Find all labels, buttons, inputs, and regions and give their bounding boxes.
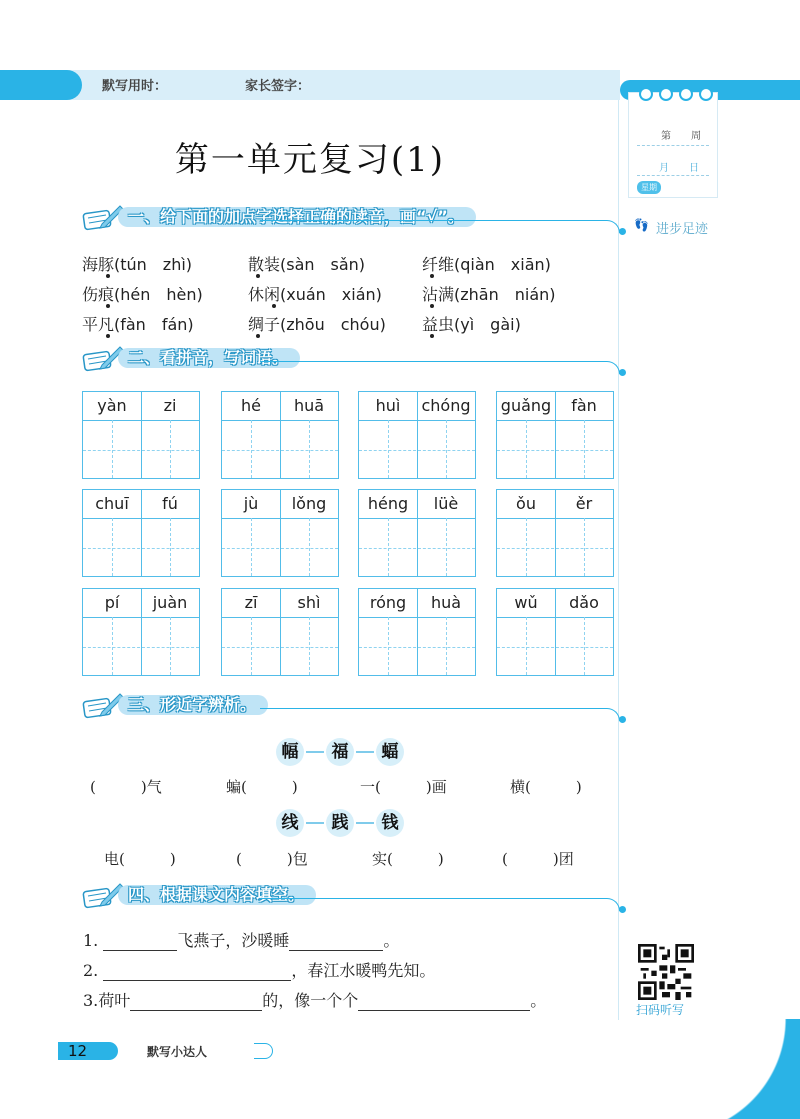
pinyin-label: héng xyxy=(367,494,409,513)
s4-number: 2. xyxy=(83,961,99,980)
writing-grid[interactable] xyxy=(221,588,339,676)
writing-grid[interactable] xyxy=(358,391,476,479)
emphasis-dot xyxy=(106,274,110,278)
grid-guide-line xyxy=(584,617,585,675)
grid-guide-line xyxy=(222,647,338,648)
pinyin-label: ěr xyxy=(575,494,593,513)
chain-dash xyxy=(356,822,374,824)
section-line xyxy=(260,708,620,721)
grid-guide-line xyxy=(526,518,527,576)
section-4-header xyxy=(80,880,620,910)
grid-guide-line xyxy=(309,420,310,478)
s1-item: 海豚(tún zhì) xyxy=(82,255,193,274)
grid-guide-line xyxy=(83,647,199,648)
writing-grid[interactable] xyxy=(82,489,200,577)
section-line xyxy=(260,361,620,374)
s3-fill-item: 蝙( ) xyxy=(226,778,298,796)
pinyin-label: zī xyxy=(244,593,258,612)
pinyin-label: chóng xyxy=(421,396,471,415)
writing-grid[interactable] xyxy=(82,588,200,676)
grid-guide-line xyxy=(446,617,447,675)
s3-fill-item: 横( ) xyxy=(510,778,582,796)
page-corner-decoration xyxy=(670,1019,800,1119)
s1-item: 休闲(xuán xián) xyxy=(248,285,382,304)
grid-guide-line xyxy=(170,617,171,675)
blank-line[interactable] xyxy=(358,994,530,1011)
pinyin-label: dǎo xyxy=(569,593,599,612)
grid-guide-line xyxy=(170,518,171,576)
calendar-widget xyxy=(628,92,718,198)
grid-guide-line xyxy=(446,420,447,478)
section-2-header xyxy=(80,343,620,373)
grid-guide-line xyxy=(251,420,252,478)
pinyin-label: huà xyxy=(430,593,462,612)
grid-guide-line xyxy=(112,617,113,675)
emphasis-dot xyxy=(256,334,260,338)
grid-guide-line xyxy=(526,420,527,478)
section-2-title: 二、看拼音，写词语。 xyxy=(118,348,300,368)
char-bubble: 蝠 xyxy=(376,738,404,766)
pinyin-label: guǎng xyxy=(500,396,552,415)
s3-fill-item: 实( ) xyxy=(372,850,444,868)
parent-signature-label: 家长签字： xyxy=(245,79,311,94)
writing-grid[interactable] xyxy=(496,391,614,479)
emphasis-dot xyxy=(430,334,434,338)
char-bubble: 践 xyxy=(326,809,354,837)
pinyin-label: hé xyxy=(241,396,261,415)
calendar-week: 第 周 xyxy=(661,131,701,142)
grid-guide-line xyxy=(251,617,252,675)
section-dot xyxy=(619,369,626,376)
grid-guide-line xyxy=(584,420,585,478)
chain-dash xyxy=(306,751,324,753)
s1-item: 沾满(zhān nián) xyxy=(422,285,556,304)
s3-fill-item: ( )气 xyxy=(90,778,162,796)
section-3-header xyxy=(80,690,620,720)
pinyin-label: róng xyxy=(369,593,407,612)
pinyin-label: lüè xyxy=(433,494,459,513)
writing-grid[interactable] xyxy=(221,489,339,577)
grid-guide-line xyxy=(222,450,338,451)
footprint-icon: 👣 xyxy=(634,218,649,232)
emphasis-dot xyxy=(272,304,276,308)
section-1-title: 一、给下面的加点字选择正确的读音，画“√”。 xyxy=(118,207,476,227)
qr-label: 扫码听写 xyxy=(636,1003,685,1017)
pinyin-label: huā xyxy=(293,396,325,415)
s4-text: 。 xyxy=(383,931,400,950)
pinyin-label: shì xyxy=(297,593,321,612)
blank-line[interactable] xyxy=(103,964,291,981)
blank-line[interactable] xyxy=(103,934,177,951)
calendar-ring-icon xyxy=(639,87,653,101)
calendar-divider xyxy=(637,175,709,176)
s3-fill-item: 电( ) xyxy=(104,850,176,868)
footer-label: 默写小达人 xyxy=(147,1045,208,1059)
grid-guide-line xyxy=(112,420,113,478)
calendar-month-day: 月 日 xyxy=(659,163,699,174)
section-dot xyxy=(619,906,626,913)
pinyin-label: jù xyxy=(243,494,259,513)
pinyin-label: yàn xyxy=(97,396,127,415)
calendar-ring-icon xyxy=(679,87,693,101)
grid-guide-line xyxy=(359,450,475,451)
section-dot xyxy=(619,716,626,723)
char-bubble: 钱 xyxy=(376,809,404,837)
s3-fill-item: ( )团 xyxy=(502,850,574,868)
grid-guide-line xyxy=(584,518,585,576)
chain-dash xyxy=(306,822,324,824)
grid-guide-line xyxy=(83,548,199,549)
char-bubble: 幅 xyxy=(276,738,304,766)
char-chain xyxy=(276,738,404,766)
calendar-weekday-badge: 星期 xyxy=(637,181,661,194)
emphasis-dot xyxy=(256,274,260,278)
blank-line[interactable] xyxy=(289,934,383,951)
pinyin-label: ǒu xyxy=(516,494,536,513)
grid-guide-line xyxy=(309,617,310,675)
grid-guide-line xyxy=(446,518,447,576)
s1-item: 益虫(yì gài) xyxy=(422,315,521,334)
char-bubble: 线 xyxy=(276,809,304,837)
section-3-title: 三、形近字辨析。 xyxy=(118,695,268,715)
grid-guide-line xyxy=(309,518,310,576)
footer-curve-icon xyxy=(254,1043,273,1059)
emphasis-dot xyxy=(106,334,110,338)
chain-dash xyxy=(356,751,374,753)
calendar-divider xyxy=(637,145,709,146)
s3-fill-item: ( )包 xyxy=(236,850,308,868)
s4-text: ，春江水暖鸭先知。 xyxy=(291,961,436,980)
writing-grid[interactable] xyxy=(358,588,476,676)
calendar-ring-icon xyxy=(699,87,713,101)
s4-number: 1. xyxy=(83,931,99,950)
page-title: 第一单元复习(1) xyxy=(174,140,446,180)
pinyin-label: wǔ xyxy=(514,593,538,612)
pinyin-label: chuī xyxy=(95,494,129,513)
s1-item: 伤痕(hén hèn) xyxy=(82,285,203,304)
section-line xyxy=(260,220,620,233)
s3-fill-item: 一( )画 xyxy=(360,778,447,796)
progress-label: 进步足迹 xyxy=(656,222,709,237)
pinyin-label: lǒng xyxy=(291,494,327,513)
qr-code-icon[interactable] xyxy=(638,944,694,1000)
writing-grid[interactable] xyxy=(82,391,200,479)
grid-guide-line xyxy=(497,548,613,549)
grid-guide-line xyxy=(526,617,527,675)
dictation-time-label: 默写用时： xyxy=(102,79,168,94)
s1-item: 绸子(zhōu chóu) xyxy=(248,315,386,334)
s1-item: 散装(sàn sǎn) xyxy=(248,255,366,274)
s4-text: 的，像一个个 xyxy=(262,991,359,1010)
s4-text: 飞燕子，沙暖睡 xyxy=(177,931,290,950)
grid-guide-line xyxy=(359,548,475,549)
s4-line-2 xyxy=(83,958,435,981)
page-number: 12 xyxy=(58,1042,118,1060)
grid-guide-line xyxy=(251,518,252,576)
char-bubble: 福 xyxy=(326,738,354,766)
emphasis-dot xyxy=(430,274,434,278)
blank-line[interactable] xyxy=(130,994,262,1011)
calendar-ring-icon xyxy=(659,87,673,101)
grid-guide-line xyxy=(222,548,338,549)
writing-grid[interactable] xyxy=(496,588,614,676)
s1-item: 平凡(fàn fán) xyxy=(82,315,194,334)
pinyin-label: huì xyxy=(375,396,401,415)
section-dot xyxy=(619,228,626,235)
writing-grid[interactable] xyxy=(358,489,476,577)
s4-line-1 xyxy=(83,928,399,951)
header-tab xyxy=(0,70,82,100)
grid-guide-line xyxy=(388,518,389,576)
s4-line-3 xyxy=(83,988,546,1011)
pinyin-label: fú xyxy=(162,494,178,513)
grid-guide-line xyxy=(112,518,113,576)
grid-guide-line xyxy=(388,420,389,478)
pinyin-label: zi xyxy=(163,396,177,415)
grid-guide-line xyxy=(388,617,389,675)
grid-guide-line xyxy=(497,647,613,648)
pinyin-label: pí xyxy=(104,593,120,612)
writing-grid[interactable] xyxy=(496,489,614,577)
s1-item: 纤维(qiàn xiān) xyxy=(422,255,551,274)
section-line xyxy=(260,898,620,911)
s4-text: 。 xyxy=(530,991,547,1010)
grid-guide-line xyxy=(83,450,199,451)
pinyin-label: juàn xyxy=(152,593,188,612)
writing-grid[interactable] xyxy=(221,391,339,479)
section-4-title: 四、根据课文内容填空。 xyxy=(118,885,316,905)
grid-guide-line xyxy=(170,420,171,478)
emphasis-dot xyxy=(106,304,110,308)
section-1-header xyxy=(80,202,620,232)
pinyin-label: fàn xyxy=(571,396,597,415)
emphasis-dot xyxy=(430,304,434,308)
s4-text: 3.荷叶 xyxy=(83,991,131,1010)
grid-guide-line xyxy=(359,647,475,648)
char-chain xyxy=(276,809,404,837)
grid-guide-line xyxy=(497,450,613,451)
